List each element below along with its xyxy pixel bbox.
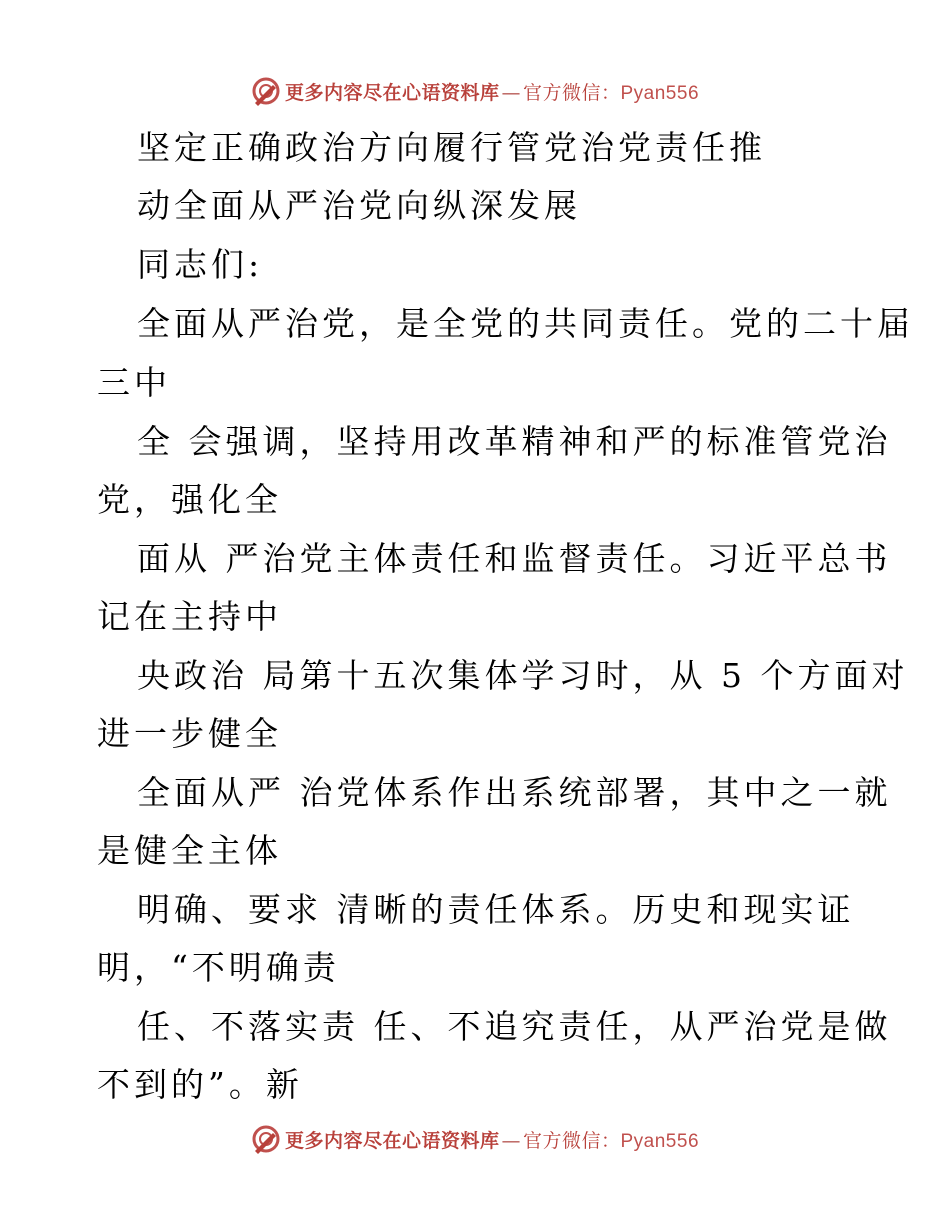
paragraph-line: 明确、要求 清晰的责任体系。历史和现实证 <box>137 890 855 929</box>
footer-banner <box>0 1122 950 1156</box>
document-title-line-1: 坚定正确政治方向履行管党治党责任推 <box>137 128 766 167</box>
paragraph-line: 任、不落实责 任、不追究责任，从严治党是做 <box>137 1007 892 1046</box>
paragraph-line: 全 会强调，坚持用改革精神和严的标准管党治 <box>137 422 892 461</box>
banner-text <box>285 1126 699 1153</box>
banner-separator: — <box>501 81 521 104</box>
document-salutation: 同志们: <box>137 245 264 284</box>
paragraph-line: 全面从严 治党体系作出系统部署，其中之一就 <box>137 773 892 812</box>
paragraph-line: 面从 严治党主体责任和监督责任。习近平总书 <box>137 539 892 578</box>
document-title-line-2: 动全面从严治党向纵深发展 <box>137 186 581 225</box>
banner-brand: 更多内容尽在心语资料库 <box>284 1129 500 1152</box>
paragraph-line: 明，“不明确责 <box>97 948 340 987</box>
paragraph-line: 三中 <box>97 363 171 402</box>
banner-brand: 更多内容尽在心语资料库 <box>284 81 500 104</box>
banner-wechat-id: Pyan556 <box>620 82 700 104</box>
paragraph-line: 党，强化全 <box>97 480 282 519</box>
banner-label: 官方微信： <box>522 81 621 104</box>
header-banner <box>0 74 950 108</box>
banner-text <box>285 78 699 105</box>
pen-seal-icon <box>251 1124 281 1154</box>
paragraph-line: 是健全主体 <box>97 831 282 870</box>
paragraph-line: 不到的”。新 <box>97 1065 303 1104</box>
paragraph-line: 进一步健全 <box>97 714 282 753</box>
paragraph-line: 全面从严治党，是全党的共同责任。党的二十届 <box>137 304 914 343</box>
banner-label: 官方微信： <box>522 1129 621 1152</box>
pen-seal-icon <box>251 76 281 106</box>
paragraph-line: 记在主持中 <box>97 597 282 636</box>
banner-separator: — <box>501 1129 521 1152</box>
paragraph-line: 央政治 局第十五次集体学习时，从 5 个方面对 <box>137 656 909 695</box>
banner-wechat-id: Pyan556 <box>620 1130 700 1152</box>
